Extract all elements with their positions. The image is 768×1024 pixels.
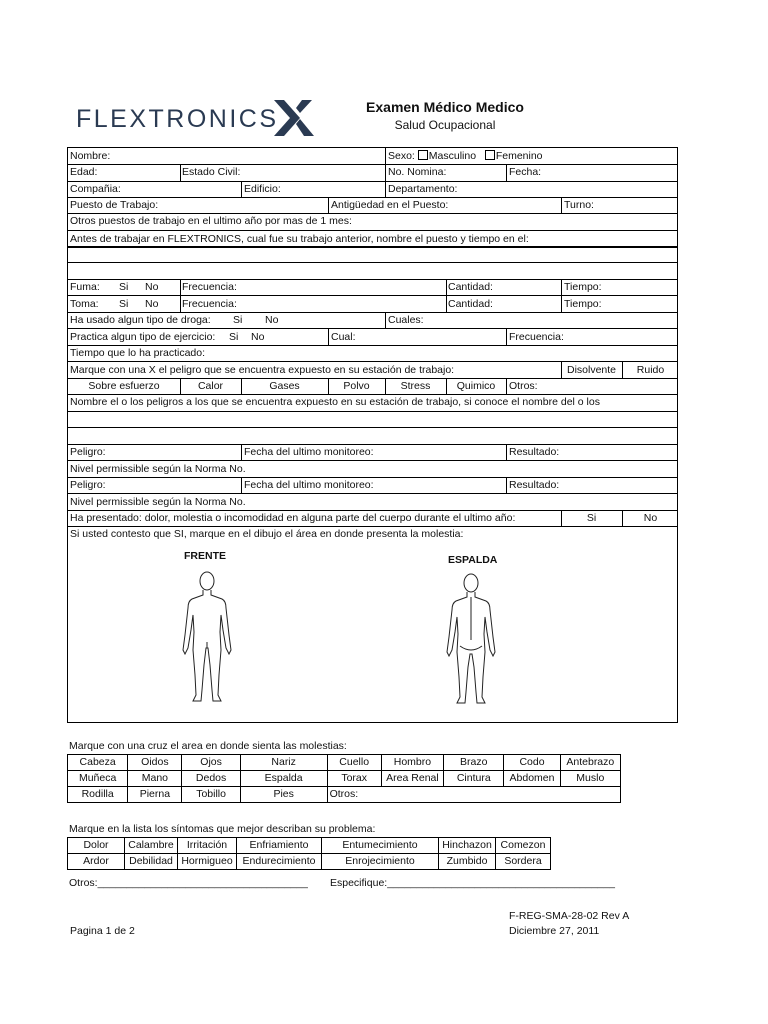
disolvente-option[interactable]: Disolvente <box>566 364 617 376</box>
molestia-no-option[interactable]: No <box>643 512 658 524</box>
sintoma-sordera[interactable]: Sordera <box>496 854 551 870</box>
peligro-otros-label: Otros: <box>509 380 538 392</box>
area-pies[interactable]: Pies <box>240 787 327 803</box>
area-torax[interactable]: Torax <box>327 771 381 787</box>
toma-tiempo-label: Tiempo: <box>564 298 602 310</box>
sexo-label: Sexo: <box>388 150 415 162</box>
toma-frecuencia-label: Frecuencia: <box>182 298 237 310</box>
area-abdomen[interactable]: Abdomen <box>504 771 560 787</box>
toma-no-option[interactable]: No <box>145 298 159 310</box>
fuma-no-option[interactable]: No <box>145 281 159 293</box>
table-row <box>68 854 551 870</box>
area-rodilla[interactable]: Rodilla <box>68 787 128 803</box>
medical-form <box>67 147 678 723</box>
droga-si-option[interactable]: Si <box>233 314 243 326</box>
document-title: Examen Médico Medico <box>366 99 524 115</box>
quimico-option[interactable]: Quimico <box>456 380 496 392</box>
body-areas-table <box>67 754 621 803</box>
fuma-frecuencia-label: Frecuencia: <box>182 281 237 293</box>
sintoma-ardor[interactable]: Ardor <box>68 854 125 870</box>
masculino-label: Masculino <box>428 150 477 162</box>
area-tobillo[interactable]: Tobillo <box>182 787 240 803</box>
sintoma-comezon[interactable]: Comezon <box>496 838 551 854</box>
sintomas-instruction: Marque en la lista los síntomas que mejor describan su problema: <box>69 823 376 835</box>
cual-label: Cual: <box>331 331 356 343</box>
body-back-figure-icon[interactable] <box>438 572 504 707</box>
otros-puestos-label: Otros puestos de trabajo en el ultimo año por mas de 1 mes: <box>70 215 352 227</box>
masculino-checkbox[interactable] <box>418 150 428 160</box>
antiguedad-label: Antigüedad en el Puesto: <box>331 199 449 211</box>
edificio-label: Edificio: <box>244 183 281 195</box>
peligro-2-label: Peligro: <box>70 479 106 491</box>
area-ojos[interactable]: Ojos <box>182 755 240 771</box>
toma-si-option[interactable]: Si <box>119 298 129 310</box>
company-logo-text: FLEXTRONICS <box>76 105 279 133</box>
form-date: Diciembre 27, 2011 <box>509 925 600 937</box>
tiempo-practicado-label: Tiempo que lo ha practicado: <box>70 347 206 359</box>
sintoma-endurecimiento[interactable]: Endurecimiento <box>237 854 322 870</box>
cuales-label: Cuales: <box>388 314 424 326</box>
area-muslo[interactable]: Muslo <box>560 771 620 787</box>
nombre-peligros-label: Nombre el o los peligros a los que se encuentra expuesto en su estación de trabajo, si conoce el nombre del o los <box>70 396 600 408</box>
antes-trabajar-label: Antes de trabajar en FLEXTRONICS, cual fue su trabajo anterior, nombre el puesto y tiempo en el: <box>70 233 529 245</box>
body-front-figure-icon[interactable] <box>174 570 240 705</box>
fecha-label: Fecha: <box>509 166 542 178</box>
peligro-1-label: Peligro: <box>70 446 106 458</box>
toma-label: Toma: <box>70 298 99 310</box>
areas-instruction: Marque con una cruz el area en donde sienta las molestias: <box>69 740 347 752</box>
area-nariz[interactable]: Nariz <box>240 755 327 771</box>
droga-label: Ha usado algun tipo de droga: <box>70 314 211 326</box>
fecha-monitoreo-1-label: Fecha del ultimo monitoreo: <box>244 446 374 458</box>
droga-no-option[interactable]: No <box>265 314 279 326</box>
turno-label: Turno: <box>564 199 594 211</box>
area-brazo[interactable]: Brazo <box>444 755 504 771</box>
area-espalda[interactable]: Espalda <box>240 771 327 787</box>
sintoma-dolor[interactable]: Dolor <box>68 838 125 854</box>
femenino-checkbox[interactable] <box>485 150 495 160</box>
especifique-input-line[interactable]: Especifique:_______________________________________ <box>330 877 615 889</box>
document-subtitle: Salud Ocupacional <box>394 118 496 132</box>
area-oidos[interactable]: Oidos <box>128 755 182 771</box>
edad-label: Edad: <box>70 166 98 178</box>
table-row <box>68 755 621 771</box>
ejercicio-no-option[interactable]: No <box>251 331 265 343</box>
area-hombro[interactable]: Hombro <box>381 755 443 771</box>
ejercicio-frecuencia-label: Frecuencia: <box>509 331 564 343</box>
stress-option[interactable]: Stress <box>400 380 431 392</box>
area-cuello[interactable]: Cuello <box>327 755 381 771</box>
nombre-label: Nombre: <box>70 150 111 162</box>
flextronics-x-logo-icon <box>270 100 316 136</box>
puesto-label: Puesto de Trabajo: <box>70 199 159 211</box>
fuma-si-option[interactable]: Si <box>119 281 129 293</box>
fuma-tiempo-label: Tiempo: <box>564 281 602 293</box>
fuma-cantidad-label: Cantidad: <box>448 281 493 293</box>
table-row <box>68 838 551 854</box>
otros-input-line[interactable]: Otros:____________________________________ <box>69 877 308 889</box>
sintoma-entumecimiento[interactable]: Entumecimiento <box>322 838 439 854</box>
symptoms-table <box>67 837 551 870</box>
sintoma-debilidad[interactable]: Debilidad <box>125 854 178 870</box>
resultado-1-label: Resultado: <box>509 446 560 458</box>
form-code: F-REG-SMA-28-02 Rev A <box>509 910 630 922</box>
sintoma-zumbido[interactable]: Zumbido <box>439 854 496 870</box>
marque-peligro-label: Marque con una X el peligro que se encuentra expuesto en su estación de trabajo: <box>70 364 455 376</box>
ruido-option[interactable]: Ruido <box>636 364 665 376</box>
sintoma-irritacion[interactable]: Irritación <box>178 838 237 854</box>
area-cintura[interactable]: Cintura <box>444 771 504 787</box>
ha-presentado-label: Ha presentado: dolor, molestia o incomodidad en alguna parte del cuerpo durante el ultimo año: <box>70 512 516 524</box>
area-muneca[interactable]: Muñeca <box>68 771 128 787</box>
sintoma-hormigueo[interactable]: Hormigueo <box>178 854 237 870</box>
sexo-field <box>388 148 543 164</box>
contesto-si-label: Si usted contesto que SI, marque en el dibujo el área en donde presenta la molestia: <box>70 528 464 540</box>
gases-option[interactable]: Gases <box>269 380 300 392</box>
estado-civil-label: Estado Civil: <box>182 166 241 178</box>
compania-label: Compañia: <box>70 183 121 195</box>
fecha-monitoreo-2-label: Fecha del ultimo monitoreo: <box>244 479 374 491</box>
area-pierna[interactable]: Pierna <box>128 787 182 803</box>
frente-label: FRENTE <box>184 550 226 562</box>
ejercicio-si-option[interactable]: Si <box>229 331 239 343</box>
area-renal[interactable]: Area Renal <box>381 771 443 787</box>
molestia-si-option[interactable]: Si <box>586 512 597 524</box>
calor-option[interactable]: Calor <box>197 380 224 392</box>
sobre-esfuerzo-option[interactable]: Sobre esfuerzo <box>88 380 160 392</box>
area-antebrazo[interactable]: Antebrazo <box>560 755 620 771</box>
fuma-label: Fuma: <box>70 281 100 293</box>
sintoma-calambre[interactable]: Calambre <box>125 838 178 854</box>
nivel-1-label: Nivel permissible según la Norma No. <box>70 463 246 475</box>
ejercicio-label: Practica algun tipo de ejercicio: <box>70 331 216 343</box>
page-number: Pagina 1 de 2 <box>70 925 135 937</box>
espalda-label: ESPALDA <box>448 554 498 566</box>
area-mano[interactable]: Mano <box>128 771 182 787</box>
area-otros[interactable]: Otros: <box>327 787 620 803</box>
table-row <box>68 787 621 803</box>
area-dedos[interactable]: Dedos <box>182 771 240 787</box>
polvo-option[interactable]: Polvo <box>343 380 370 392</box>
departamento-label: Departamento: <box>388 183 458 195</box>
resultado-2-label: Resultado: <box>509 479 560 491</box>
area-cabeza[interactable]: Cabeza <box>68 755 128 771</box>
nivel-2-label: Nivel permissible según la Norma No. <box>70 496 246 508</box>
no-nomina-label: No. Nomina: <box>388 166 447 178</box>
table-row <box>68 771 621 787</box>
sintoma-enfriamiento[interactable]: Enfriamiento <box>237 838 322 854</box>
sintoma-hinchazon[interactable]: Hinchazon <box>439 838 496 854</box>
area-codo[interactable]: Codo <box>504 755 560 771</box>
toma-cantidad-label: Cantidad: <box>448 298 493 310</box>
sintoma-enrojecimiento[interactable]: Enrojecimiento <box>322 854 439 870</box>
femenino-label: Femenino <box>495 150 543 162</box>
